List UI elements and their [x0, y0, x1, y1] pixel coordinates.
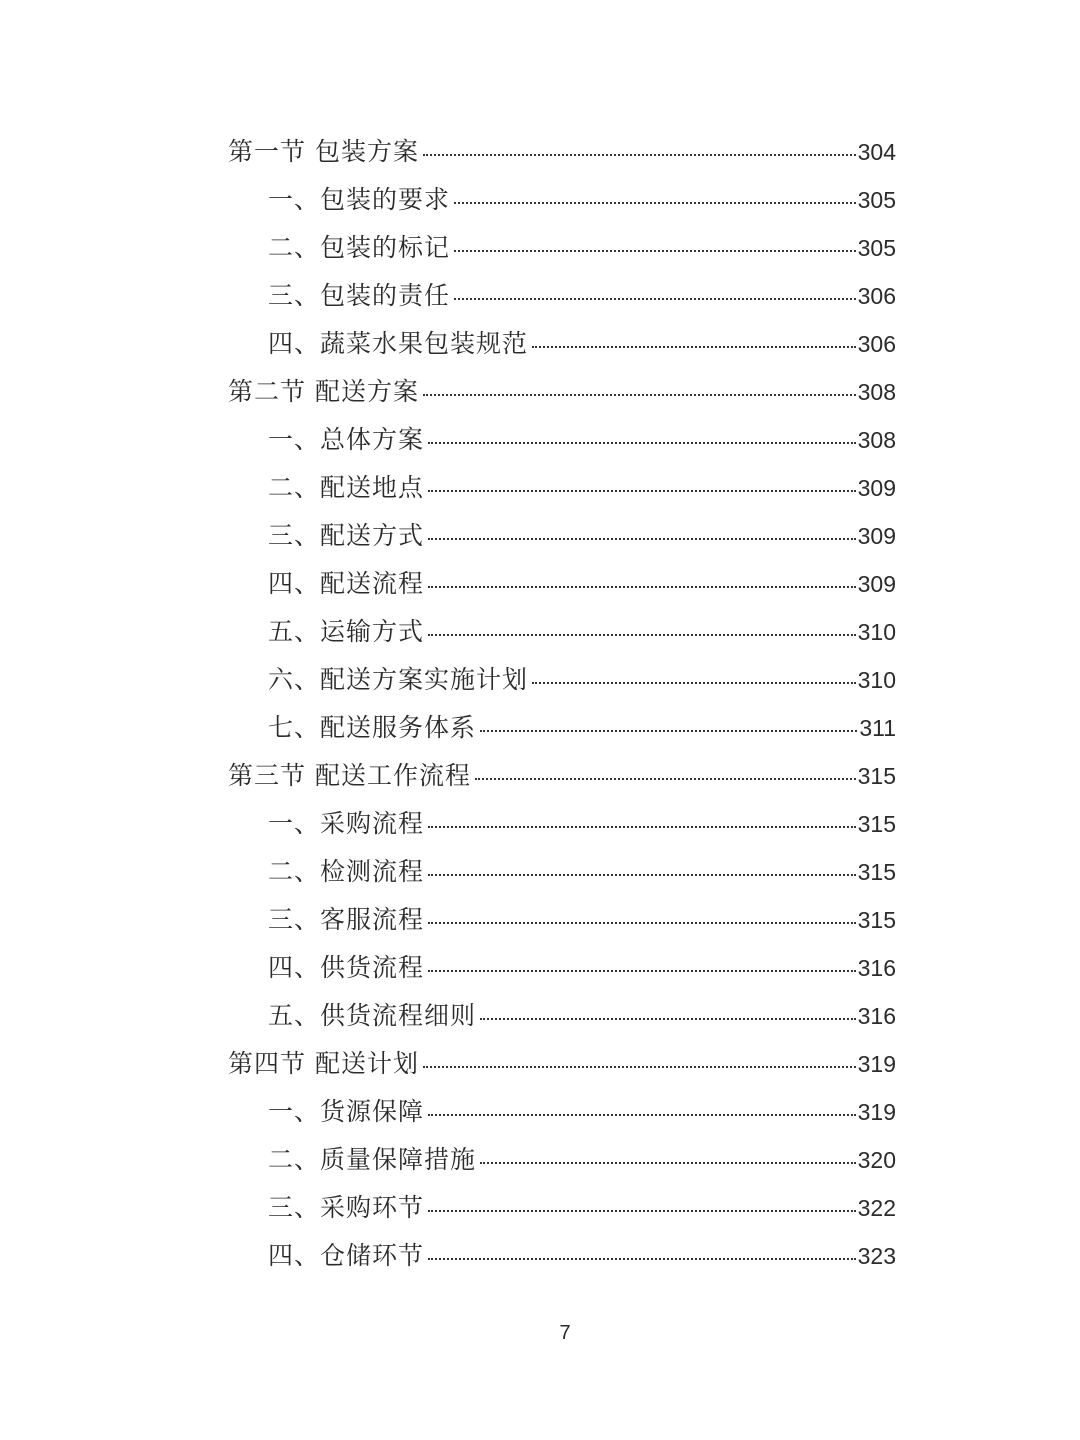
toc-entry-page-number: 305 [857, 235, 896, 261]
toc-entry-page-number: 316 [857, 1003, 896, 1029]
toc-subsection-entry[interactable] [228, 560, 896, 608]
toc-entry-page-number: 308 [857, 379, 896, 405]
toc-entry-page-number: 309 [857, 523, 896, 549]
toc-dot-leader [423, 1066, 856, 1068]
toc-dot-leader [428, 874, 856, 876]
toc-subsection-entry[interactable] [228, 464, 896, 512]
toc-entry-title: 三、客服流程 [268, 905, 425, 934]
toc-entry-page-number: 305 [857, 187, 896, 213]
toc-subsection-entry[interactable] [228, 320, 896, 368]
toc-entry-page-number: 308 [857, 427, 896, 453]
toc-subsection-entry[interactable] [228, 1136, 896, 1184]
toc-entry-page-number: 306 [857, 283, 896, 309]
toc-entry-title: 七、配送服务体系 [268, 713, 477, 742]
toc-entry-page-number: 323 [857, 1243, 896, 1269]
toc-entry-title: 四、蔬菜水果包装规范 [268, 329, 529, 358]
toc-entry-title: 一、采购流程 [268, 809, 425, 838]
toc-entry-title: 第一节 包装方案 [228, 137, 419, 166]
toc-entry-page-number: 304 [857, 139, 896, 165]
toc-entry-page-number: 322 [857, 1195, 896, 1221]
toc-subsection-entry[interactable] [228, 1184, 896, 1232]
toc-dot-leader [428, 1114, 856, 1116]
toc-dot-leader [428, 922, 856, 924]
toc-subsection-entry[interactable] [228, 176, 896, 224]
toc-entry-page-number: 315 [857, 811, 896, 837]
toc-subsection-entry[interactable] [228, 656, 896, 704]
toc-dot-leader [428, 586, 856, 588]
toc-dot-leader [428, 1210, 856, 1212]
toc-section-entry[interactable] [228, 368, 896, 416]
toc-entry-page-number: 315 [857, 859, 896, 885]
toc-dot-leader [423, 394, 856, 396]
toc-section-entry[interactable] [228, 752, 896, 800]
toc-entry-title: 三、配送方式 [268, 521, 425, 550]
toc-entry-title: 五、供货流程细则 [268, 1001, 477, 1030]
toc-entry-title: 三、包装的责任 [268, 281, 451, 310]
toc-entry-title: 四、配送流程 [268, 569, 425, 598]
toc-subsection-entry[interactable] [228, 224, 896, 272]
toc-entry-page-number: 319 [857, 1051, 896, 1077]
table-of-contents [228, 128, 896, 1280]
toc-subsection-entry[interactable] [228, 1232, 896, 1280]
page-number: 7 [559, 1322, 571, 1344]
toc-entry-page-number: 309 [857, 475, 896, 501]
toc-dot-leader [428, 442, 856, 444]
toc-entry-title: 四、仓储环节 [268, 1241, 425, 1270]
toc-entry-title: 第四节 配送计划 [228, 1049, 419, 1078]
toc-entry-page-number: 315 [857, 763, 896, 789]
toc-subsection-entry[interactable] [228, 416, 896, 464]
toc-dot-leader [428, 538, 856, 540]
toc-dot-leader [423, 154, 856, 156]
toc-entry-title: 三、采购环节 [268, 1193, 425, 1222]
toc-entry-title: 二、配送地点 [268, 473, 425, 502]
toc-entry-page-number: 310 [857, 619, 896, 645]
toc-dot-leader [532, 682, 856, 684]
toc-dot-leader [480, 730, 857, 732]
toc-entry-title: 一、包装的要求 [268, 185, 451, 214]
toc-dot-leader [454, 202, 856, 204]
toc-dot-leader [480, 1018, 856, 1020]
toc-entry-title: 二、质量保障措施 [268, 1145, 477, 1174]
toc-entry-title: 第三节 配送工作流程 [228, 761, 471, 790]
toc-subsection-entry[interactable] [228, 272, 896, 320]
toc-dot-leader [454, 250, 856, 252]
toc-entry-title: 五、运输方式 [268, 617, 425, 646]
toc-entry-title: 第二节 配送方案 [228, 377, 419, 406]
toc-dot-leader [428, 634, 856, 636]
toc-entry-title: 二、检测流程 [268, 857, 425, 886]
toc-entry-title: 六、配送方案实施计划 [268, 665, 529, 694]
toc-dot-leader [532, 346, 856, 348]
toc-entry-title: 一、总体方案 [268, 425, 425, 454]
toc-entry-page-number: 320 [857, 1147, 896, 1173]
toc-entry-page-number: 306 [857, 331, 896, 357]
toc-entry-page-number: 315 [857, 907, 896, 933]
toc-subsection-entry[interactable] [228, 800, 896, 848]
toc-dot-leader [480, 1162, 856, 1164]
toc-dot-leader [475, 778, 856, 780]
toc-entry-page-number: 311 [859, 715, 896, 741]
toc-entry-title: 一、货源保障 [268, 1097, 425, 1126]
toc-entry-page-number: 316 [857, 955, 896, 981]
toc-dot-leader [428, 1258, 856, 1260]
toc-section-entry[interactable] [228, 128, 896, 176]
toc-subsection-entry[interactable] [228, 608, 896, 656]
toc-entry-title: 二、包装的标记 [268, 233, 451, 262]
toc-dot-leader [428, 490, 856, 492]
toc-dot-leader [428, 970, 856, 972]
toc-entry-page-number: 310 [857, 667, 896, 693]
toc-section-entry[interactable] [228, 1040, 896, 1088]
toc-subsection-entry[interactable] [228, 992, 896, 1040]
toc-subsection-entry[interactable] [228, 704, 896, 752]
toc-subsection-entry[interactable] [228, 512, 896, 560]
toc-subsection-entry[interactable] [228, 848, 896, 896]
toc-entry-title: 四、供货流程 [268, 953, 425, 982]
toc-subsection-entry[interactable] [228, 896, 896, 944]
toc-subsection-entry[interactable] [228, 1088, 896, 1136]
toc-entry-page-number: 319 [857, 1099, 896, 1125]
toc-subsection-entry[interactable] [228, 944, 896, 992]
toc-entry-page-number: 309 [857, 571, 896, 597]
toc-dot-leader [428, 826, 856, 828]
toc-dot-leader [454, 298, 856, 300]
